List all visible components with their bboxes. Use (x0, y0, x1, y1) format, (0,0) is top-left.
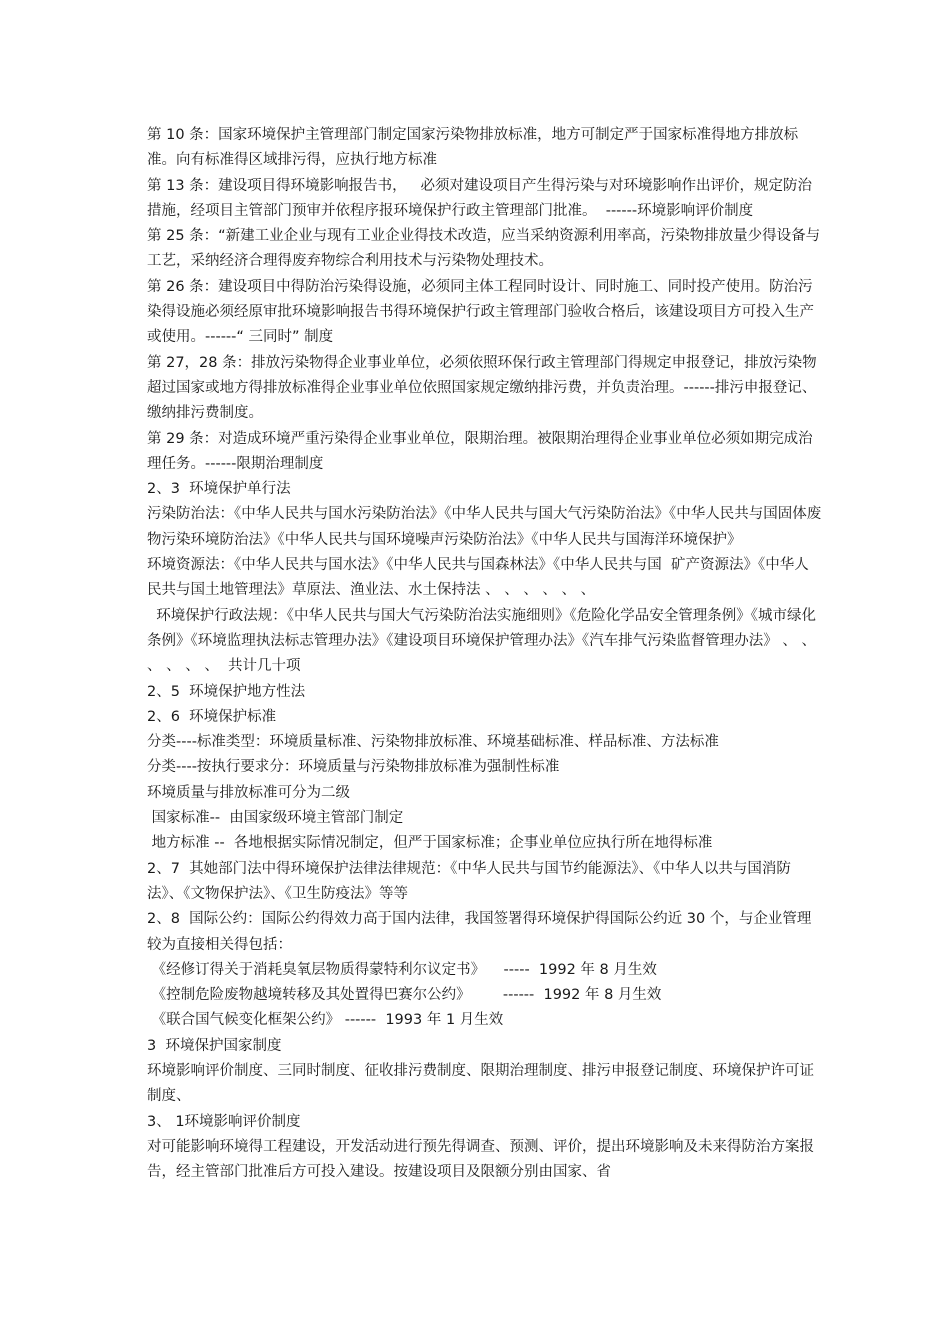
convention-climate: 《联合国气候变化框架公约》 ------ 1993 年 1 月生效 (147, 1012, 504, 1029)
paragraph-national-standard: 国家标准-- 由国家级环境主管部门制定 (147, 810, 404, 827)
paragraph-eia-description: 对可能影响环境得工程建设，开发活动进行预先得调查、预测、评价，提出环境影响及未来得防治方案报告，经主管部门批准后方可投入建设。按建设项目及限额分别由国家、省 (147, 1138, 814, 1181)
paragraph-two-levels: 环境质量与排放标准可分为二级 (147, 784, 350, 801)
paragraph-article-25: 第 25 条：“新建工业企业与现有工业企业得技术改造，应当采纳资源利用率高，污染物排放量少得设备与工艺，采纳经济合理得废弃物综合利用技术与污染物处理技术。 (147, 228, 821, 270)
paragraph-national-systems: 环境影响评价制度、三同时制度、征收排污费制度、限期治理制度、排污申报登记制度、环境保护许可证制度、 (147, 1062, 814, 1105)
paragraph-article-13: 第 13 条：建设项目得环境影响报告书， 必须对建设项目产生得污染与对环境影响作出评价，规定防治措施，经项目主管部门预审并依程序报环境保护行政主管理部门批准。 ------环境影响评价制度 (147, 177, 812, 219)
document-body (147, 123, 822, 1185)
section-heading-2-5: 2、5 环境保护地方性法 (147, 683, 306, 700)
convention-basel: 《控制危险废物越境转移及其处置得巴赛尔公约》 ------ 1992 年 8 月生效 (147, 987, 662, 1004)
convention-montreal: 《经修订得关于消耗臭氧层物质得蒙特利尔议定书》 ----- 1992 年 8 月生效 (147, 961, 657, 978)
paragraph-resource-law: 环境资源法：《中华人民共与国水法》《中华人民共与国森林法》《中华人民共与国 矿产资源法》《中华人民共与国土地管理法》草原法、渔业法、水土保持法 、 、 、 、 、 、 (147, 557, 809, 599)
section-heading-3-1: 3、 1环境影响评价制度 (147, 1113, 301, 1130)
paragraph-local-standard: 地方标准 -- 各地根据实际情况制定，但严于国家标准；企事业单位应执行所在地得标准 (147, 835, 713, 852)
paragraph-article-29: 第 29 条：对造成环境严重污染得企业事业单位，限期治理。被限期治理得企业事业单位必须如期完成治理任务。------限期治理制度 (147, 430, 813, 472)
paragraph-admin-regulations: 环境保护行政法规：《中华人民共与国大气污染防治法实施细则》《危险化学品安全管理条例》《城市绿化条例》《环境监理执法标志管理办法》《建设项目环境保护管理办法》《汽车排气污染监督管理办法》 、 、 、 、 、 、 共计几十项 (147, 607, 821, 675)
section-heading-2-6: 2、6 环境保护标准 (147, 708, 277, 725)
section-heading-2-3: 2、3 环境保护单行法 (147, 481, 291, 498)
paragraph-article-27-28: 第 27，28 条：排放污染物得企业事业单位，必须依照环保行政主管理部门得规定申报登记，排放污染物超过国家或地方得排放标准得企业事业单位依照国家规定缴纳排污费，并负责治理。------排污申报登记、缴纳排污费制度。 (147, 354, 817, 422)
paragraph-standard-requirement: 分类----按执行要求分：环境质量与污染物排放标准为强制性标准 (147, 759, 560, 776)
section-heading-2-7: 2、7 其她部门法中得环境保护法律法律规范：《中华人民共与国节约能源法》、《中华人以共与国消防法》、《文物保护法》、《卫生防疫法》等等 (147, 860, 791, 902)
section-heading-2-8: 2、8 国际公约：国际公约得效力高于国内法律，我国签署得环境保护得国际公约近 30 个，与企业管理较为直接相关得包括： (147, 911, 812, 953)
paragraph-pollution-law: 污染防治法：《中华人民共与国水污染防治法》《中华人民共与国大气污染防治法》《中华人民共与国固体废物污染环境防治法》《中华人民共与国环境噪声污染防治法》《中华人民共与国海洋环境保护》 (147, 506, 822, 548)
paragraph-standard-types: 分类----标准类型：环境质量标准、污染物排放标准、环境基础标准、样品标准、方法标准 (147, 734, 719, 751)
paragraph-article-10: 第 10 条：国家环境保护主管理部门制定国家污染物排放标准，地方可制定严于国家标准得地方排放标准。向有标准得区域排污得，应执行地方标准 (147, 127, 799, 169)
paragraph-article-26: 第 26 条：建设项目中得防治污染得设施，必须同主体工程同时设计、同时施工、同时投产使用。防治污染得设施必须经原审批环境影响报告书得环境保护行政主管理部门验收合格后，该建设项目方可投入生产或使用。------“ 三同时” 制度 (147, 278, 814, 346)
section-heading-3: 3 环境保护国家制度 (147, 1037, 282, 1054)
